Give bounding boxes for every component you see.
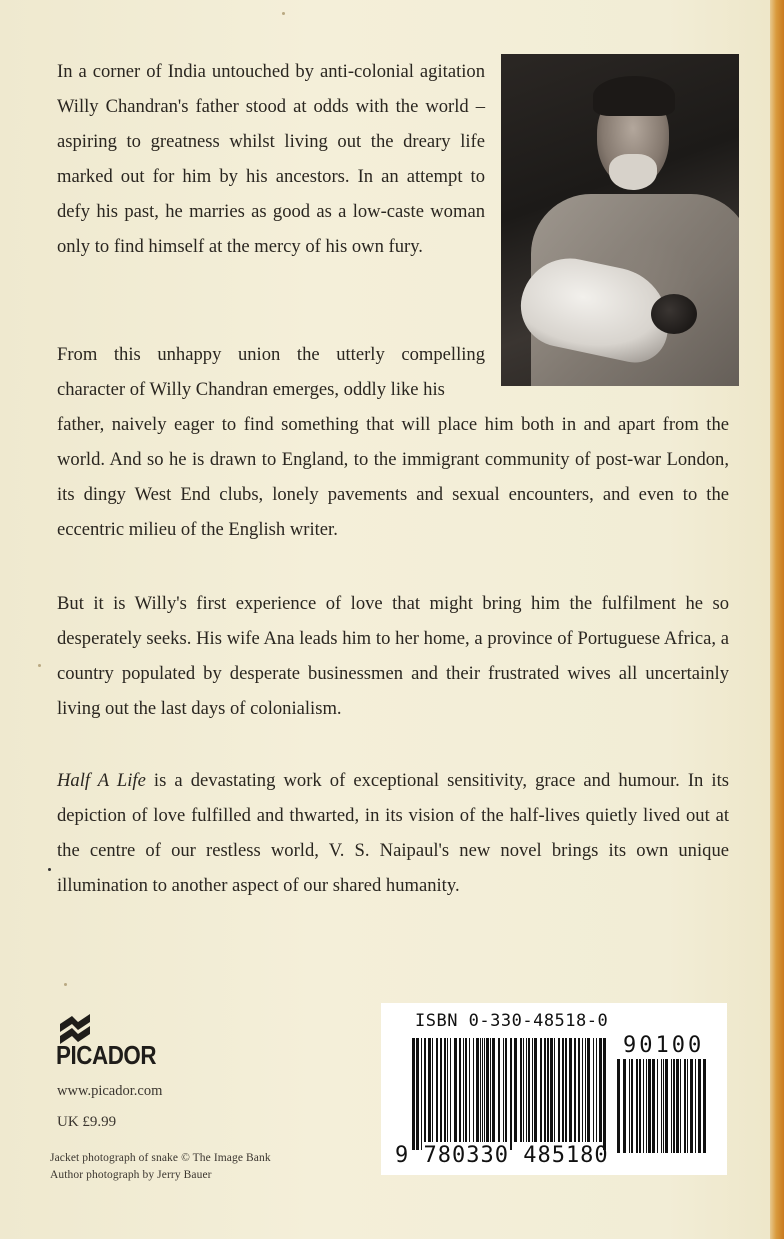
isbn-text: ISBN 0-330-48518-0 [415, 1011, 609, 1031]
barcode-bar [698, 1059, 701, 1153]
barcode-bar [623, 1059, 626, 1153]
price: UK £9.99 [57, 1114, 117, 1130]
barcode-bar [652, 1059, 655, 1153]
author-photo [501, 54, 739, 386]
barcode-bar [432, 1038, 433, 1142]
barcode-bar [673, 1059, 675, 1153]
barcode-bar [463, 1038, 464, 1142]
barcode-bar [526, 1038, 527, 1142]
barcode-bar [412, 1038, 415, 1150]
barcode-bar [484, 1038, 485, 1142]
barcode-bar [661, 1059, 662, 1153]
barcode-bar [665, 1059, 668, 1153]
barcode-bar [569, 1038, 572, 1142]
barcode-bar [440, 1038, 442, 1142]
barcode-bar [663, 1059, 664, 1153]
price-addon-digits: 90100 [623, 1033, 705, 1058]
book-title: Half A Life [57, 770, 146, 791]
barcode-bar [490, 1038, 491, 1142]
barcode-bar [520, 1038, 522, 1142]
barcode-bar [534, 1038, 537, 1142]
barcode-bar [544, 1038, 546, 1142]
barcode-bar [676, 1059, 679, 1153]
barcode-bar [643, 1059, 644, 1153]
barcode-bar [582, 1038, 583, 1142]
barcode-bar [657, 1059, 658, 1153]
barcode-bar [648, 1059, 651, 1153]
barcode-bar [585, 1038, 586, 1142]
barcode-bar [639, 1059, 641, 1153]
barcode-bar [444, 1038, 446, 1142]
barcode-bar [482, 1038, 483, 1142]
barcode-bar [690, 1059, 693, 1153]
barcode-bar [684, 1059, 686, 1153]
barcode-bar [587, 1038, 590, 1142]
barcode-bar [450, 1038, 451, 1142]
barcode-bar [492, 1038, 495, 1142]
publisher-wordmark: PICADOR [56, 1040, 157, 1070]
barcode-bar [636, 1059, 638, 1153]
barcode-bar [465, 1038, 467, 1142]
barcode-bar [603, 1038, 606, 1150]
addon-barcode [617, 1059, 713, 1155]
author-photo-credit: Author photograph by Jerry Bauer [50, 1169, 212, 1181]
barcode-bar [562, 1038, 564, 1142]
barcode-bar [424, 1038, 426, 1142]
barcode-bar [503, 1038, 504, 1142]
spine-edge [770, 0, 784, 1239]
barcode-bar [523, 1038, 524, 1142]
barcode-bar [565, 1038, 567, 1142]
barcode-bar [631, 1059, 633, 1153]
barcode-bar [578, 1038, 580, 1142]
barcode-bar [486, 1038, 489, 1142]
barcode-bar [574, 1038, 576, 1142]
barcode-bar [629, 1059, 630, 1153]
blurb-paragraph-2-tail: father, naively eager to find something that will place him both in and apart from the world. And so he is drawn to England, to the immigrant community of post-war London, its dingy West End clubs, lonely pavements and sexual encounters, and even to the eccentric milieu of the English writer. [57, 414, 729, 540]
barcode-bar [646, 1059, 647, 1153]
barcode-bar [540, 1038, 542, 1142]
barcode-bar [454, 1038, 457, 1142]
publisher-url: www.picador.com [57, 1083, 163, 1099]
ean-digits: 9 780330 485180 [395, 1143, 609, 1168]
barcode-bar [528, 1038, 530, 1142]
jacket-photo-credit: Jacket photograph of snake © The Image Bank [50, 1152, 271, 1164]
blurb-paragraph-2-head: From this unhappy union the utterly compelling character of Willy Chandran emerges, oddly like his [57, 344, 485, 400]
barcode-bar [459, 1038, 461, 1142]
barcode-bar [421, 1038, 422, 1150]
barcode-bar [599, 1038, 602, 1142]
barcode-bar [596, 1038, 597, 1142]
barcode-bar [687, 1059, 688, 1153]
barcode-bar [473, 1038, 474, 1142]
barcode-bar [671, 1059, 672, 1153]
barcode-bar [498, 1038, 500, 1142]
barcode-bar [617, 1059, 620, 1153]
barcode-bar [554, 1038, 555, 1142]
barcode-panel [381, 1003, 727, 1175]
blurb-paragraph-3: But it is Willy's first experience of love that might bring him the fulfilment he so desperately seeks. His wife Ana leads him to her home, a province of Portuguese Africa, a country populated by desperate businessmen and their frustrated wives all uncertainly living out the last days of colonialism. [57, 593, 729, 719]
barcode-bar [476, 1038, 479, 1142]
barcode-bar [480, 1038, 481, 1142]
barcode-bar [547, 1038, 549, 1142]
blurb-paragraph-4-body: is a devastating work of exceptional sensitivity, grace and humour. In its depiction of love fulfilled and thwarted, in its vision of the half-lives quietly lived out at the centre of our restless world, V. S. Naipaul's new novel brings its own unique illumination to another aspect of our shared humanity. [57, 770, 729, 896]
barcode-bar [680, 1059, 681, 1153]
barcode-bar [695, 1059, 696, 1153]
barcode-bar [416, 1038, 419, 1150]
barcode-bar [514, 1038, 517, 1142]
barcode-bar [447, 1038, 448, 1142]
barcode-bar [593, 1038, 594, 1142]
barcode-bar [505, 1038, 507, 1142]
blurb-paragraph-4 [57, 763, 729, 903]
barcode-bar [703, 1059, 706, 1153]
barcode-bar [532, 1038, 533, 1142]
barcode-bar [510, 1038, 512, 1150]
barcode-bar [558, 1038, 560, 1142]
barcode-bar [436, 1038, 438, 1142]
barcode-bar [428, 1038, 431, 1142]
blurb-paragraph-1: In a corner of India untouched by anti-colonial agitation Willy Chandran's father stood at odds with the world – aspiring to greatness whilst living out the dreary life marked out for him by his ancestors. In an attempt to defy his past, he marries as good as a low-caste woman only to find himself at the mercy of his own fury. [57, 61, 485, 257]
barcode-bar [469, 1038, 470, 1142]
barcode-bar [550, 1038, 553, 1142]
ean-barcode [412, 1038, 612, 1150]
